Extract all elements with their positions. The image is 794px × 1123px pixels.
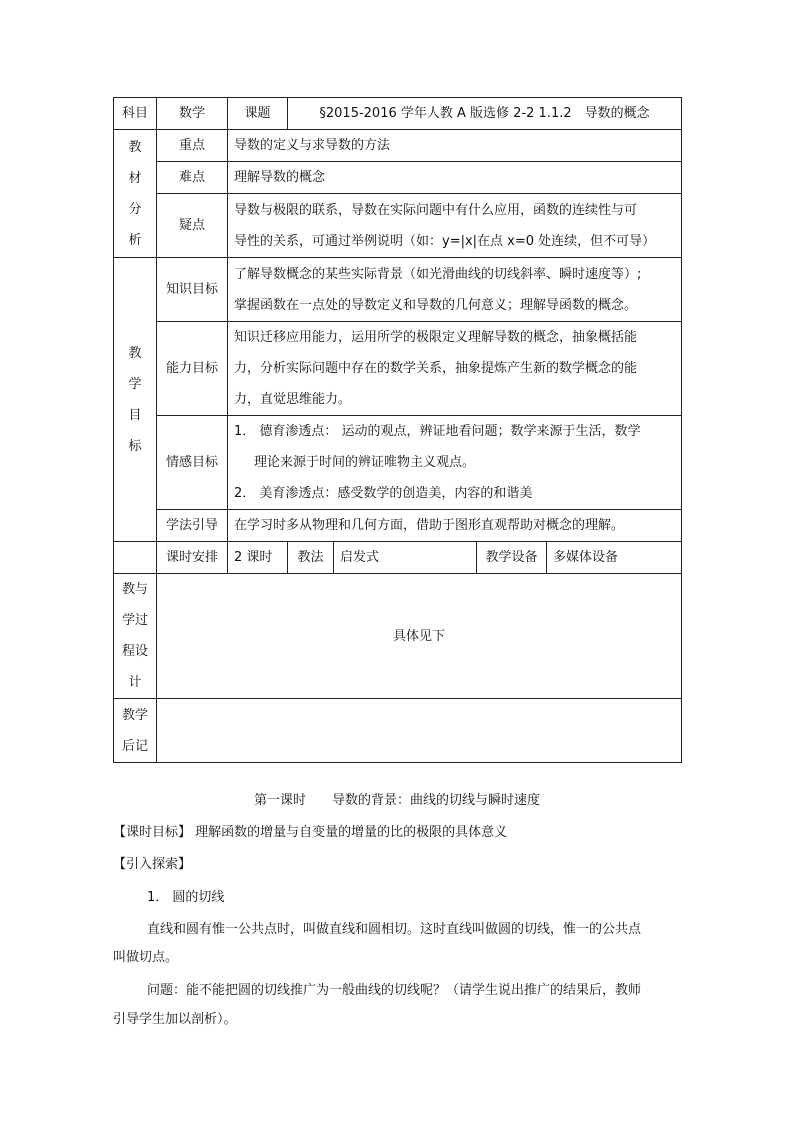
- doubt-line: 导性的关系，可通过举例说明（如：y=|x|在点 x=0 处连续，但不可导）: [234, 233, 656, 249]
- ability-goal-value: [228, 322, 682, 416]
- material-analysis-label: [114, 130, 157, 258]
- material-char: 教: [128, 139, 142, 155]
- key-point-label: 重点: [157, 130, 228, 162]
- process-label-line: 学过: [121, 613, 148, 628]
- teaching-notes-label: [114, 699, 157, 763]
- teaching-goal-label: [114, 258, 157, 542]
- doubt-line: 导数与极限的联系，导数在实际问题中有什么应用，函数的连续性与可: [234, 202, 638, 218]
- ability-line: 力，分析实际问题中存在的数学关系，抽象提炼产生新的数学概念的能: [234, 361, 638, 376]
- ability-line: 力，直觉思维能力。: [234, 392, 352, 407]
- study-method-value: 在学习时多从物理和几何方面，借助于图形直观帮助对概念的理解。: [228, 510, 682, 542]
- emotion-line: 理论来源于时间的辨证唯物主义观点。: [254, 455, 476, 470]
- ability-line: 知识迁移应用能力，运用所学的极限定义理解导数的概念，抽象概括能: [234, 330, 638, 345]
- emotion-goal-label: 情感目标: [157, 416, 228, 510]
- teaching-method-label: 教法: [288, 542, 334, 574]
- topic-label: 课题: [228, 98, 288, 130]
- difficulty-value: 理解导数的概念: [228, 162, 682, 194]
- goal-char: 目: [128, 407, 142, 423]
- ability-goal-label: 能力目标: [157, 322, 228, 416]
- difficulty-label: 难点: [157, 162, 228, 194]
- key-point-value: 导数的定义与求导数的方法: [228, 130, 682, 162]
- knowledge-line: 了解导数概念的某些实际背景（如光滑曲线的切线斜率、瞬时速度等）;: [234, 266, 642, 282]
- teaching-method-value: 启发式: [334, 542, 477, 574]
- emotion-line: 2． 美育渗透点：感受数学的创造美，内容的和谐美: [234, 486, 533, 501]
- empty-cell: [114, 542, 157, 574]
- section-heading: 第一课时 导数的背景：曲线的切线与瞬时速度: [253, 793, 540, 808]
- lesson-goal-line: 【课时目标】 理解函数的增量与自变量的增量的比的极限的具体意义: [113, 825, 508, 840]
- paragraph-line: 叫做切点。: [113, 950, 179, 965]
- process-design-label: [114, 574, 157, 699]
- study-method-label: 学法引导: [157, 510, 228, 542]
- equipment-value: 多媒体设备: [547, 542, 682, 574]
- class-hours-value: 2 课时: [228, 542, 288, 574]
- knowledge-goal-label: 知识目标: [157, 258, 228, 322]
- explore-label: 【引入探索】: [113, 857, 192, 872]
- goal-char: 标: [128, 438, 142, 454]
- notes-label-line: 后记: [121, 738, 148, 754]
- lesson-plan-table: [113, 97, 682, 763]
- notes-label-line: 教学: [121, 707, 148, 723]
- subject-label: 科目: [114, 98, 157, 130]
- material-char: 分: [128, 201, 142, 217]
- knowledge-goal-value: [228, 258, 682, 322]
- material-char: 析: [128, 232, 142, 248]
- teaching-notes-value: [157, 699, 682, 763]
- class-hours-label: 课时安排: [157, 542, 228, 574]
- subject-value: 数学: [157, 98, 228, 130]
- emotion-line: 1． 德育渗透点： 运动的观点，辨证地看问题；数学来源于生活，数学: [234, 424, 641, 439]
- process-label-line: 程设: [121, 644, 148, 659]
- process-label-line: 教与: [121, 582, 148, 597]
- goal-char: 学: [128, 376, 142, 392]
- paragraph-line: 引导学生加以剖析）。: [113, 1012, 237, 1027]
- process-label-line: 计: [128, 675, 142, 690]
- emotion-goal-value: [228, 416, 682, 510]
- doubt-value: [228, 194, 682, 258]
- paragraph-line: 问题：能不能把圆的切线推广为一般曲线的切线呢？（请学生说出推广的结果后，教师: [147, 983, 642, 998]
- paragraph-line: 直线和圆有惟一公共点时，叫做直线和圆相切。这时直线叫做圆的切线，惟一的公共点: [147, 922, 642, 937]
- item-circle-tangent: 1． 圆的切线: [147, 890, 225, 905]
- material-char: 材: [128, 170, 142, 186]
- goal-char: 教: [128, 345, 142, 361]
- equipment-label: 教学设备: [477, 542, 547, 574]
- knowledge-line: 掌握函数在一点处的导数定义和导数的几何意义；理解导函数的概念。: [234, 297, 638, 313]
- topic-value: §2015-2016 学年人教 A 版选修 2-2 1.1.2 导数的概念: [288, 98, 682, 130]
- process-design-value: 具体见下: [157, 574, 682, 699]
- doubt-label: 疑点: [157, 194, 228, 258]
